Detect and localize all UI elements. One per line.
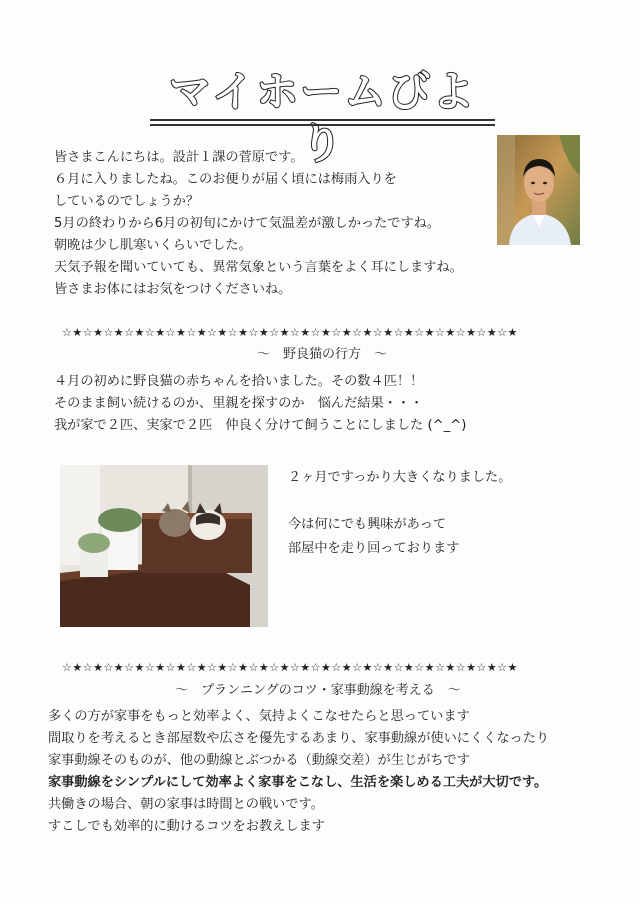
star-divider: ☆★☆★☆★☆★☆★☆★☆★☆★☆★☆★☆★☆★☆★☆★☆★☆★☆★☆★☆★☆★☆★☆★	[62, 661, 518, 674]
intro-line: しているのでしょうか？	[54, 194, 200, 209]
section1-line: そのまま飼い続けるのか、里親を探すのか 悩んだ結果・・・	[54, 396, 424, 411]
photo-caption-line: 今は何にでも興味があって	[288, 517, 447, 532]
section1-heading: ～ 野良猫の行方 ～	[257, 347, 388, 362]
section2-line: 共働きの場合、朝の家事は時間との戦いです。	[48, 797, 324, 812]
intro-line: ６月に入りましたね。このお便りが届く頃には梅雨入りを	[54, 172, 397, 187]
section2-line: 多くの方が家事をもっと効率よく、気持よくこなせたらと思っています	[48, 709, 470, 724]
intro-line: 皆さまこんにちは。設計１課の菅原です。	[54, 150, 304, 165]
section2-heading: ～ プランニングのコツ・家事動線を考える ～	[175, 683, 461, 698]
author-portrait	[497, 135, 580, 245]
title-text: マイホームびより	[168, 67, 477, 168]
section2-line: 家事動線そのものが、他の動線とぶつかる（動線交差）が生じがちです	[48, 753, 470, 768]
intro-line: 5月の終わりから6月の初旬にかけて気温差が激しかったですね。	[54, 216, 441, 231]
star-divider: ☆★☆★☆★☆★☆★☆★☆★☆★☆★☆★☆★☆★☆★☆★☆★☆★☆★☆★☆★☆★☆★☆★	[62, 326, 518, 339]
intro-line: 朝晩は少し肌寒いくらいでした。	[54, 238, 252, 253]
intro-line: 天気予報を聞いていても、異常気象という言葉をよく耳にしますね。	[54, 260, 463, 275]
section2-line: 間取りを考えるとき部屋数や広さを優先するあまり、家事動線が使いにくくなったり	[48, 731, 550, 746]
intro-line: 皆さまお体にはお気をつけくださいね。	[54, 282, 292, 297]
section1-line: ４月の初めに野良猫の赤ちゃんを拾いました。その数４匹！！	[54, 374, 424, 389]
section2-body	[48, 706, 549, 838]
section1-line: 我が家で２匹、実家で２匹 仲良く分けて飼うことにしました (^_^)	[54, 418, 467, 433]
title-underline	[150, 119, 495, 126]
section1-body	[54, 371, 466, 437]
section2-emphasis-line: 家事動線をシンプルにして効率よく家事をこなし、生活を楽しめる工夫が大切です。	[48, 775, 548, 790]
photo-caption-line: ２ヶ月ですっかり大きくなりました。	[288, 470, 512, 485]
kittens-photo	[60, 465, 268, 627]
intro-block	[54, 147, 463, 301]
section2-line: すこしでも効率的に動けるコツをお教えします	[48, 819, 325, 834]
photo-caption-line: 部屋中を走り回っております	[288, 541, 460, 556]
